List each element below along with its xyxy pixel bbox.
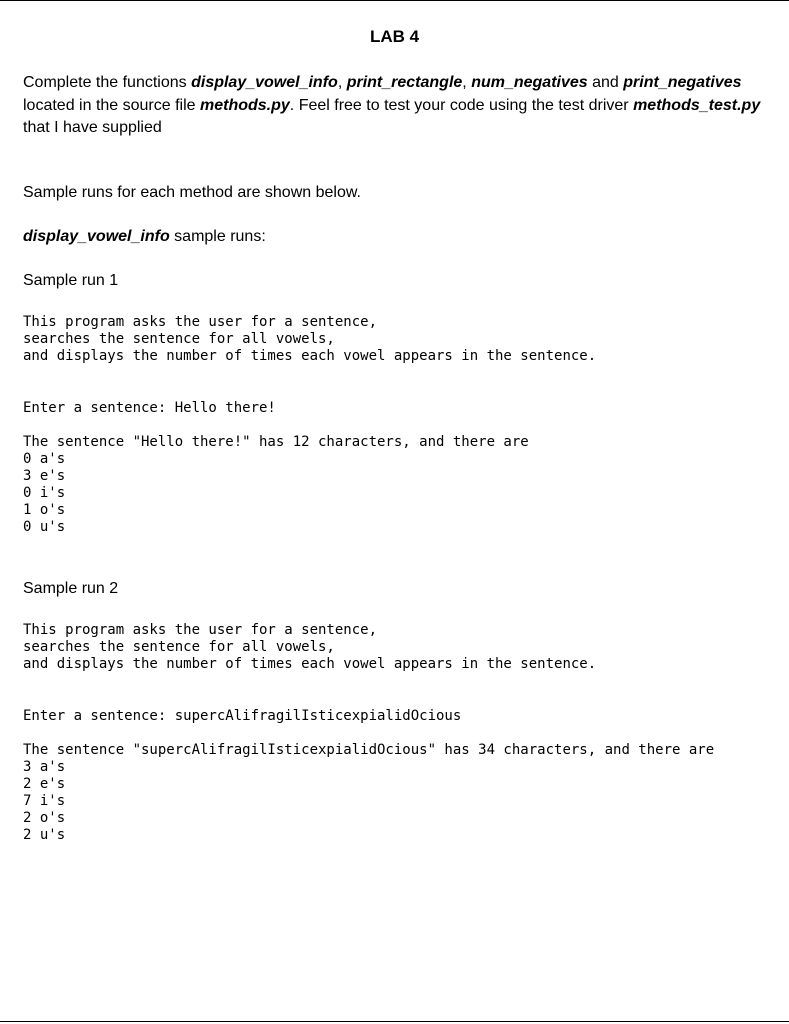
intro-separator-1: , [337, 74, 347, 91]
section-heading [23, 226, 266, 248]
page-top-border [0, 0, 789, 1]
intro-text-3: . Feel free to test your code using the test driver [289, 96, 634, 114]
test-driver-file-name: methods_test.py [633, 96, 761, 114]
sample-runs-intro: Sample runs for each method are shown below. [23, 184, 361, 201]
sample-run-2-description: This program asks the user for a sentence, searches the sentence for all vowels, and displays the number of times each vowel appears in the sentence. [23, 622, 597, 672]
function-name-num-negatives: num_negatives [471, 74, 588, 91]
section-suffix: sample runs: [169, 228, 266, 245]
sample-run-1-prompt: Enter a sentence: Hello there! [23, 400, 276, 416]
source-file-name: methods.py [200, 96, 290, 114]
intro-text-1: Complete the functions [23, 74, 192, 91]
section-function-name: display_vowel_info [23, 228, 170, 245]
intro-separator-3: and [587, 74, 624, 91]
sample-run-2-heading: Sample run 2 [23, 580, 119, 597]
sample-run-2-prompt: Enter a sentence: supercAlifragilIsticexpialidOcious [23, 708, 462, 724]
intro-text-2: located in the source file [23, 96, 200, 114]
function-name-display-vowel-info: display_vowel_info [191, 74, 338, 91]
function-name-print-rectangle: print_rectangle [346, 74, 463, 91]
sample-run-1-output: The sentence "Hello there!" has 12 characters, and there are 0 a's 3 e's 0 i's 1 o's 0 u's [23, 434, 529, 535]
intro-text-4: that I have supplied [23, 119, 162, 136]
sample-run-2-output: The sentence "supercAlifragilIsticexpialidOcious" has 34 characters, and there are 3 a's 2 e's 7 i's 2 o's 2 u's [23, 742, 715, 843]
page-bottom-border [0, 1021, 789, 1022]
function-name-print-negatives: print_negatives [623, 74, 742, 91]
intro-separator-2: , [462, 74, 472, 91]
sample-run-1-description: This program asks the user for a sentence, searches the sentence for all vowels, and displays the number of times each vowel appears in the sentence. [23, 314, 597, 364]
sample-run-1-heading: Sample run 1 [23, 272, 119, 289]
page-title: LAB 4 [369, 27, 420, 46]
intro-paragraph [23, 72, 768, 140]
